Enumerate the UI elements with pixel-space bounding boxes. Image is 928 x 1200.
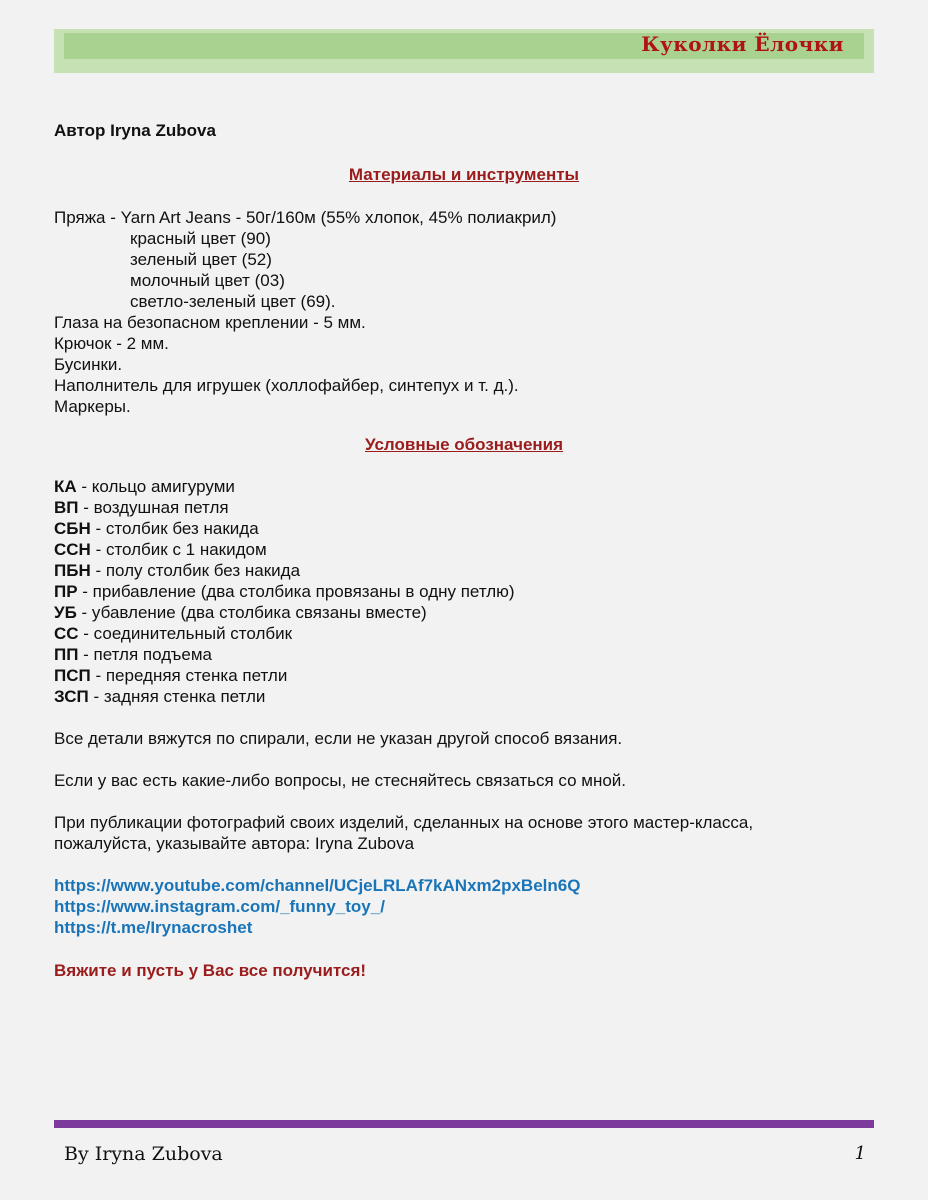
legend-entry [54,539,874,560]
color-item: красный цвет (90) [130,229,271,248]
legend-desc: - петля подъема [78,645,212,664]
legend-abbr: ССН [54,540,91,559]
legend-desc: - воздушная петля [78,498,229,517]
publish-note-line: пожалуйста, указывайте автора: Iryna Zubova [54,834,415,853]
publish-note [54,812,874,854]
youtube-link[interactable]: https://www.youtube.com/channel/UCjeLRLAf7kANxm2pxBeln6Q [54,876,581,895]
color-item: зеленый цвет (52) [130,250,272,269]
legend-desc: - столбик с 1 накидом [90,540,267,559]
legend-entry [54,602,874,623]
footer-author: By Iryna Zubova [64,1143,223,1165]
color-item: молочный цвет (03) [130,271,285,290]
legend-entry [54,581,874,602]
legend-desc: - передняя стенка петли [90,666,288,685]
legend-abbr: ПСП [54,666,91,685]
legend-entry [54,476,874,497]
legend-desc: - убавление (два столбика связаны вместе) [76,603,427,622]
material-item: Маркеры. [54,397,131,416]
author-line: Автор Iryna Zubova [54,121,216,140]
materials-list [54,207,874,417]
legend-abbr: ПР [54,582,78,601]
material-item: Бусинки. [54,355,123,374]
spiral-note: Все детали вяжутся по спирали, если не указан другой способ вязания. [54,729,623,748]
legend-desc: - столбик без накида [90,519,259,538]
legend-entry [54,497,874,518]
color-item: светло-зеленый цвет (69). [130,292,336,311]
publish-note-line: При публикации фотографий своих изделий, сделанных на основе этого мастер-класса, [54,813,754,832]
header-title: Куколки Ёлочки [641,32,844,56]
legend-desc: - прибавление (два столбика провязаны в одну петлю) [77,582,515,601]
material-item: Глаза на безопасном креплении - 5 мм. [54,313,366,332]
legend-abbr: КА [54,477,77,496]
legend-desc: - полу столбик без накида [90,561,301,580]
links-block [54,875,874,938]
yarn-line: Пряжа - Yarn Art Jeans - 50г/160м (55% хлопок, 45% полиакрил) [54,208,557,227]
legend-abbr: ВП [54,498,79,517]
material-item: Наполнитель для игрушек (холлофайбер, синтепух и т. д.). [54,376,519,395]
legend-desc: - задняя стенка петли [88,687,266,706]
legend-entry [54,686,874,707]
legend-entry [54,560,874,581]
page-content [54,116,874,981]
legend-desc: - соединительный столбик [78,624,293,643]
legend-abbr: СБН [54,519,91,538]
legend-list [54,476,874,707]
instagram-link[interactable]: https://www.instagram.com/_funny_toy_/ [54,897,385,916]
materials-title: Материалы и инструменты [348,165,580,184]
legend-desc: - кольцо амигуруми [76,477,235,496]
legend-entry [54,623,874,644]
legend-abbr: УБ [54,603,77,622]
closing-line: Вяжите и пусть у Вас все получится! [54,961,367,980]
legend-entry [54,665,874,686]
material-item: Крючок - 2 мм. [54,334,169,353]
legend-abbr: ПП [54,645,79,664]
legend-entry [54,644,874,665]
questions-note: Если у вас есть какие-либо вопросы, не стесняйтесь связаться со мной. [54,771,627,790]
legend-abbr: ПБН [54,561,91,580]
legend-abbr: ЗСП [54,687,89,706]
footer-rule [54,1120,874,1128]
legend-entry [54,518,874,539]
legend-abbr: СС [54,624,79,643]
page-number: 1 [854,1143,866,1164]
header-band [54,29,874,73]
legend-title: Условные обозначения [364,435,564,454]
telegram-link[interactable]: https://t.me/Irynacroshet [54,918,253,937]
